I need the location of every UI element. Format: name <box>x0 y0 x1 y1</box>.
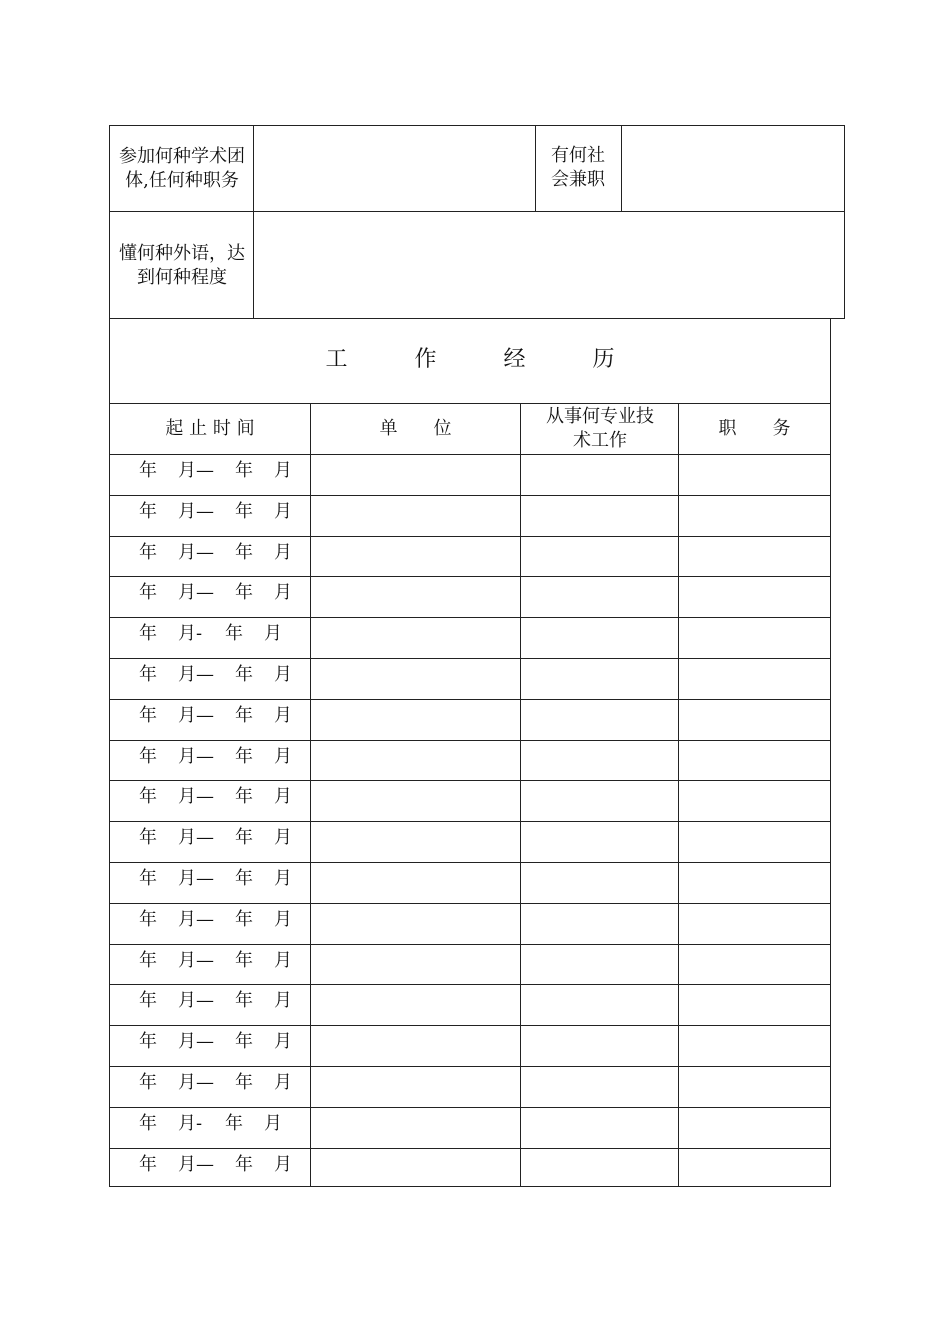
date-part: 年 <box>235 705 253 726</box>
table-row <box>110 862 310 902</box>
table-row <box>110 1025 310 1065</box>
work-history-title: 工 作 经 历 <box>325 347 645 372</box>
unit-field[interactable] <box>311 945 520 984</box>
unit-field[interactable] <box>311 618 520 657</box>
date-part: 月 <box>274 1072 292 1093</box>
table-row <box>110 576 310 616</box>
unit-field[interactable] <box>311 822 520 861</box>
date-part: 年 <box>235 1031 253 1052</box>
date-part: 月— <box>178 1072 214 1093</box>
specialty-field[interactable] <box>521 1067 678 1106</box>
specialty-field[interactable] <box>521 700 678 739</box>
unit-field[interactable] <box>311 537 520 576</box>
specialty-field[interactable] <box>521 904 678 943</box>
position-field[interactable] <box>679 985 830 1024</box>
date-part: 月 <box>274 1154 292 1175</box>
position-field[interactable] <box>679 659 830 698</box>
unit-field[interactable] <box>311 1026 520 1065</box>
date-part: 月— <box>178 950 214 971</box>
specialty-field[interactable] <box>521 496 678 535</box>
unit-field[interactable] <box>311 577 520 616</box>
date-part: 年 <box>139 1072 157 1093</box>
header-position: 职 务 <box>718 418 791 439</box>
date-part: 月- <box>178 1113 203 1134</box>
position-field[interactable] <box>679 537 830 576</box>
specialty-field[interactable] <box>521 985 678 1024</box>
date-part: 月 <box>274 868 292 889</box>
date-part: 年 <box>235 990 253 1011</box>
date-part: 月 <box>274 705 292 726</box>
table-row <box>110 536 310 576</box>
position-field[interactable] <box>679 455 830 494</box>
language-field[interactable] <box>254 212 844 318</box>
specialty-field[interactable] <box>521 822 678 861</box>
position-field[interactable] <box>679 577 830 616</box>
header-specialty: 从事何专业技术工作 <box>546 406 654 451</box>
society-field[interactable] <box>254 126 535 211</box>
table-row <box>110 821 310 861</box>
date-part: 年 <box>235 786 253 807</box>
specialty-field[interactable] <box>521 1108 678 1147</box>
date-part: 月— <box>178 868 214 889</box>
unit-field[interactable] <box>311 985 520 1024</box>
date-part: 月 <box>274 460 292 481</box>
position-field[interactable] <box>679 781 830 820</box>
date-part: 月 <box>274 827 292 848</box>
position-field[interactable] <box>679 863 830 902</box>
date-part: 月— <box>178 746 214 767</box>
date-part: 年 <box>235 542 253 563</box>
date-part: 月 <box>274 746 292 767</box>
top-right-border <box>844 125 845 319</box>
date-part: 年 <box>139 705 157 726</box>
top-left-border <box>109 125 110 319</box>
date-part: 年 <box>139 746 157 767</box>
date-part: 年 <box>225 623 243 644</box>
date-part: 月 <box>264 623 282 644</box>
table-row <box>110 1148 310 1188</box>
date-part: 年 <box>139 542 157 563</box>
date-part: 年 <box>235 950 253 971</box>
date-part: 月 <box>274 501 292 522</box>
table-row <box>110 740 310 780</box>
date-part: 年 <box>139 990 157 1011</box>
unit-field[interactable] <box>311 741 520 780</box>
date-part: 月— <box>178 705 214 726</box>
date-part: 月 <box>274 990 292 1011</box>
date-part: 年 <box>139 827 157 848</box>
date-part: 年 <box>235 1072 253 1093</box>
position-field[interactable] <box>679 1026 830 1065</box>
date-part: 月— <box>178 1031 214 1052</box>
unit-field[interactable] <box>311 1067 520 1106</box>
date-part: 年 <box>139 950 157 971</box>
table-row <box>110 495 310 535</box>
date-part: 年 <box>139 623 157 644</box>
unit-field[interactable] <box>311 781 520 820</box>
date-part: 月— <box>178 827 214 848</box>
date-part: 年 <box>139 1031 157 1052</box>
specialty-field[interactable] <box>521 618 678 657</box>
table-row <box>110 903 310 943</box>
position-field[interactable] <box>679 822 830 861</box>
date-part: 年 <box>235 582 253 603</box>
table-row <box>110 699 310 739</box>
date-part: 年 <box>235 746 253 767</box>
date-part: 年 <box>139 1113 157 1134</box>
date-part: 月— <box>178 582 214 603</box>
position-field[interactable] <box>679 1149 830 1188</box>
position-field[interactable] <box>679 904 830 943</box>
date-part: 年 <box>235 868 253 889</box>
date-part: 月 <box>274 909 292 930</box>
specialty-field[interactable] <box>521 781 678 820</box>
table-row <box>110 984 310 1024</box>
date-part: 月 <box>274 786 292 807</box>
date-part: 月 <box>274 1031 292 1052</box>
position-field[interactable] <box>679 700 830 739</box>
specialty-field[interactable] <box>521 537 678 576</box>
social-field[interactable] <box>622 126 844 211</box>
unit-field[interactable] <box>311 455 520 494</box>
date-part: 年 <box>139 909 157 930</box>
date-part: 月— <box>178 990 214 1011</box>
date-part: 年 <box>139 460 157 481</box>
date-part: 年 <box>139 868 157 889</box>
position-field[interactable] <box>679 741 830 780</box>
specialty-field[interactable] <box>521 455 678 494</box>
language-label: 懂何种外语，达到何种程度 <box>119 243 245 288</box>
date-part: 月— <box>178 909 214 930</box>
date-part: 月— <box>178 542 214 563</box>
top-bottom-border <box>109 318 845 319</box>
date-part: 年 <box>235 1154 253 1175</box>
specialty-field[interactable] <box>521 577 678 616</box>
specialty-field[interactable] <box>521 945 678 984</box>
work-right-border <box>830 318 831 1187</box>
date-part: 月— <box>178 664 214 685</box>
position-field[interactable] <box>679 618 830 657</box>
specialty-field[interactable] <box>521 863 678 902</box>
date-part: 年 <box>139 664 157 685</box>
date-part: 月- <box>178 623 203 644</box>
work-bottom-border <box>109 1186 831 1187</box>
table-row <box>110 780 310 820</box>
date-part: 月 <box>274 542 292 563</box>
date-part: 年 <box>139 786 157 807</box>
table-row <box>110 1107 310 1147</box>
date-part: 月 <box>274 950 292 971</box>
unit-field[interactable] <box>311 1108 520 1147</box>
date-part: 年 <box>139 501 157 522</box>
specialty-field[interactable] <box>521 1149 678 1188</box>
position-field[interactable] <box>679 1108 830 1147</box>
specialty-field[interactable] <box>521 659 678 698</box>
date-part: 年 <box>139 1154 157 1175</box>
table-row <box>110 1066 310 1106</box>
unit-field[interactable] <box>311 1149 520 1188</box>
date-part: 年 <box>235 460 253 481</box>
date-part: 年 <box>235 501 253 522</box>
table-row <box>110 658 310 698</box>
position-field[interactable] <box>679 945 830 984</box>
position-field[interactable] <box>679 1067 830 1106</box>
date-part: 月— <box>178 786 214 807</box>
date-part: 年 <box>235 664 253 685</box>
table-row <box>110 944 310 984</box>
header-period: 起 止 时 间 <box>165 418 255 439</box>
date-part: 月 <box>274 582 292 603</box>
table-row <box>110 454 310 494</box>
date-part: 年 <box>225 1113 243 1134</box>
table-row <box>110 617 310 657</box>
unit-field[interactable] <box>311 904 520 943</box>
specialty-field[interactable] <box>521 741 678 780</box>
header-unit: 单 位 <box>379 418 452 439</box>
unit-field[interactable] <box>311 496 520 535</box>
date-part: 年 <box>235 909 253 930</box>
unit-field[interactable] <box>311 863 520 902</box>
social-label: 有何社会兼职 <box>551 145 605 190</box>
date-part: 月— <box>178 460 214 481</box>
date-part: 月 <box>274 664 292 685</box>
date-part: 年 <box>139 582 157 603</box>
date-part: 年 <box>235 827 253 848</box>
social-left-divider <box>535 125 536 212</box>
date-part: 月— <box>178 1154 214 1175</box>
unit-field[interactable] <box>311 659 520 698</box>
unit-field[interactable] <box>311 700 520 739</box>
society-label: 参加何种学术团体,任何种职务 <box>119 146 245 191</box>
date-part: 月 <box>264 1113 282 1134</box>
position-field[interactable] <box>679 496 830 535</box>
date-part: 月— <box>178 501 214 522</box>
specialty-field[interactable] <box>521 1026 678 1065</box>
